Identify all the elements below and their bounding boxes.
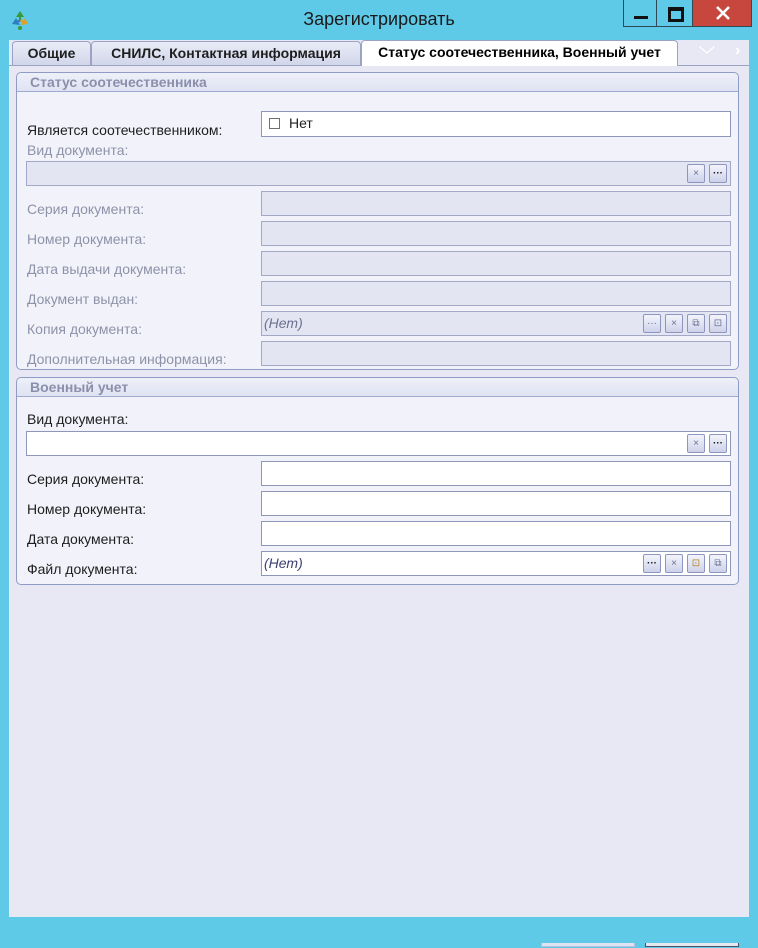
compat-number-label: Номер документа: [27, 231, 147, 247]
compat-issue-date-label: Дата выдачи документа: [27, 261, 187, 277]
is-compatriot-field[interactable] [261, 111, 731, 137]
tab-strip [9, 40, 749, 66]
window-title: Зарегистрировать [303, 9, 455, 29]
compat-copy-value: (Нет) [264, 315, 303, 331]
compat-number-field[interactable] [261, 221, 731, 246]
group-header-compatriot: Статус соотечественника [17, 73, 738, 92]
military-date-label: Дата документа: [27, 531, 135, 547]
minimize-button[interactable] [623, 0, 657, 27]
compat-doc-type-label: Вид документа: [27, 142, 129, 158]
military-number-field[interactable] [261, 491, 731, 516]
clear-icon[interactable]: × [687, 164, 705, 183]
tab-scroll-right-icon[interactable]: › [735, 42, 741, 59]
compat-issued-by-field[interactable] [261, 281, 731, 306]
is-compatriot-label: Является соотечественником: [27, 122, 223, 138]
folder-open-icon[interactable]: ⊡ [687, 554, 705, 573]
close-button[interactable] [692, 0, 752, 27]
dialog-client [9, 40, 749, 917]
clear-icon[interactable]: × [665, 314, 683, 333]
compat-doc-type-field[interactable] [26, 161, 731, 186]
military-number-label: Номер документа: [27, 501, 147, 517]
group-header-military: Военный учет [17, 378, 738, 397]
military-registration-group [16, 377, 739, 585]
maximize-icon [668, 7, 684, 22]
tab-list-dropdown-icon[interactable]: ﹀ [699, 47, 716, 64]
ellipsis-icon[interactable]: ··· [709, 164, 727, 183]
tab-compatriot-military[interactable]: Статус соотечественника, Военный учет [361, 40, 678, 66]
compat-issued-by-label: Документ выдан: [27, 291, 139, 307]
compat-extra-field[interactable] [261, 341, 731, 366]
military-date-field[interactable] [261, 521, 731, 546]
military-file-label: Файл документа: [27, 561, 138, 577]
close-icon [715, 6, 731, 20]
military-file-value: (Нет) [264, 555, 303, 571]
title-bar [0, 0, 758, 40]
compat-extra-label: Дополнительная информация: [27, 351, 227, 367]
clear-icon[interactable]: × [665, 554, 683, 573]
window-bottom-frame [0, 917, 758, 943]
minimize-icon [634, 16, 648, 19]
compat-issue-date-field[interactable] [261, 251, 731, 276]
compat-copy-label: Копия документа: [27, 321, 142, 337]
tab-snils-contacts[interactable]: СНИЛС, Контактная информация [91, 41, 361, 65]
copy-icon[interactable]: ⧉ [687, 314, 705, 333]
maximize-button[interactable] [656, 0, 693, 27]
compat-series-field[interactable] [261, 191, 731, 216]
compatriot-status-group [16, 72, 739, 370]
is-compatriot-value: Нет [289, 115, 313, 131]
military-file-field[interactable] [261, 551, 731, 576]
open-icon[interactable]: ⊡ [709, 314, 727, 333]
tab-general[interactable]: Общие [12, 41, 91, 65]
military-series-field[interactable] [261, 461, 731, 486]
ellipsis-icon[interactable]: ··· [643, 314, 661, 333]
compat-series-label: Серия документа: [27, 201, 145, 217]
clear-icon[interactable]: × [687, 434, 705, 453]
is-compatriot-checkbox[interactable] [269, 118, 280, 129]
ellipsis-icon[interactable]: ··· [709, 434, 727, 453]
military-doc-type-label: Вид документа: [27, 411, 129, 427]
military-doc-type-field[interactable] [26, 431, 731, 456]
tab-page [9, 65, 749, 918]
military-series-label: Серия документа: [27, 471, 145, 487]
save-file-icon[interactable]: ⧉ [709, 554, 727, 573]
ellipsis-icon[interactable]: ··· [643, 554, 661, 573]
compat-copy-field[interactable] [261, 311, 731, 336]
